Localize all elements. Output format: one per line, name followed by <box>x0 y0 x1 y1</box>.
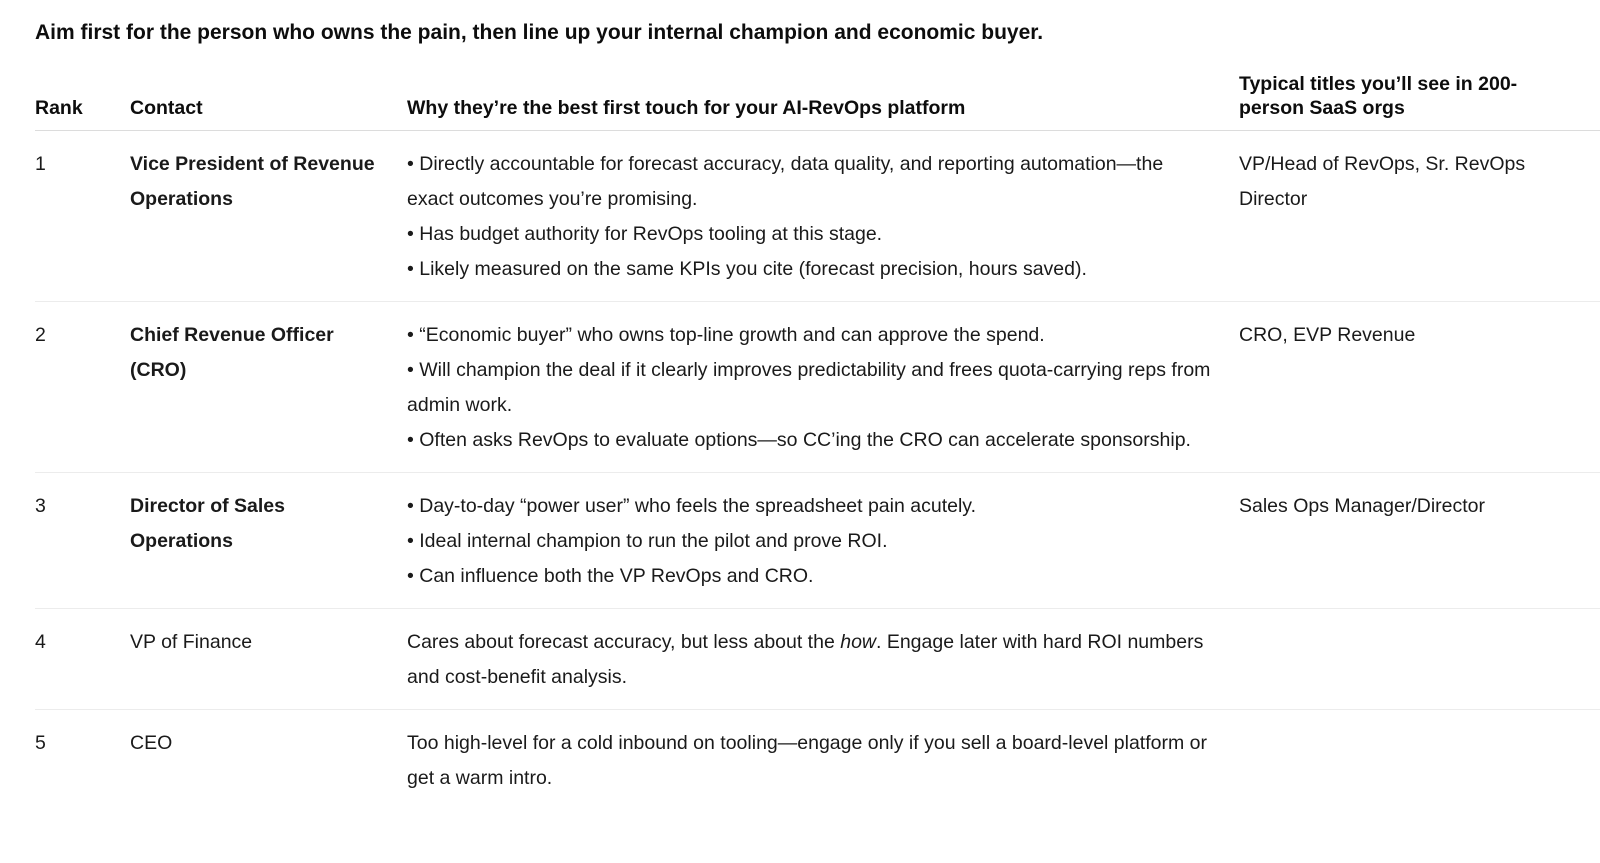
contacts-table <box>35 72 1600 810</box>
table-row <box>35 609 1600 710</box>
contact-cell: Director of Sales Operations <box>130 473 407 609</box>
why-cell <box>407 609 1239 710</box>
why-bullet: • Can influence both the VP RevOps and CRO. <box>407 565 814 587</box>
titles-cell: CRO, EVP Revenue <box>1239 302 1600 473</box>
rank-cell: 1 <box>35 131 130 302</box>
contact-cell: VP of Finance <box>130 609 407 710</box>
why-bullet: • Has budget authority for RevOps tooling at this stage. <box>407 223 883 245</box>
why-cell <box>407 302 1239 473</box>
why-bullet: • Directly accountable for forecast accuracy, data quality, and reporting automation—the exact outcomes you’re promising. <box>407 153 1164 210</box>
titles-cell: Sales Ops Manager/Director <box>1239 473 1600 609</box>
why-cell: Too high-level for a cold inbound on tooling—engage only if you sell a board-level platform or get a warm intro. <box>407 732 1207 789</box>
titles-cell: VP/Head of RevOps, Sr. RevOps Director <box>1239 131 1600 302</box>
why-bullet: • Will champion the deal if it clearly improves predictability and frees quota-carrying reps from admin work. <box>407 359 1211 416</box>
why-emphasis: how <box>840 631 876 653</box>
rank-cell: 3 <box>35 473 130 609</box>
why-cell <box>407 131 1239 302</box>
header-why: Why they’re the best first touch for your AI-RevOps platform <box>407 72 1239 131</box>
intro-text: Aim first for the person who owns the pain, then line up your internal champion and economic buyer. <box>35 21 1044 44</box>
table-row <box>35 302 1600 473</box>
why-bullet: • “Economic buyer” who owns top-line growth and can approve the spend. <box>407 324 1045 346</box>
table-row <box>35 473 1600 609</box>
why-text-start: Cares about forecast accuracy, but less about the <box>407 631 841 653</box>
why-bullet: • Day-to-day “power user” who feels the spreadsheet pain acutely. <box>407 495 977 517</box>
contact-cell: CEO <box>130 732 173 754</box>
table-row <box>35 131 1600 302</box>
why-bullet: • Likely measured on the same KPIs you cite (forecast precision, hours saved). <box>407 258 1087 280</box>
why-bullet: • Often asks RevOps to evaluate options—so CC’ing the CRO can accelerate sponsorship. <box>407 429 1191 451</box>
header-contact: Contact <box>130 72 407 131</box>
header-titles: Typical titles you’ll see in 200-person SaaS orgs <box>1239 72 1600 131</box>
contact-cell: Vice President of Revenue Operations <box>130 131 407 302</box>
rank-cell: 4 <box>35 609 130 710</box>
rank-cell: 2 <box>35 302 130 473</box>
table-header-row <box>35 72 1600 131</box>
rank-cell: 5 <box>35 732 46 754</box>
table-row <box>35 710 1600 811</box>
header-rank: Rank <box>35 72 130 131</box>
why-text-end: . Engage later with hard ROI numbers and cost-benefit analysis. <box>407 631 1204 688</box>
why-bullet: • Ideal internal champion to run the pilot and prove ROI. <box>407 530 888 552</box>
titles-cell <box>1239 609 1600 710</box>
titles-cell <box>1239 710 1600 811</box>
why-cell <box>407 473 1239 609</box>
contact-cell: Chief Revenue Officer (CRO) <box>130 302 407 473</box>
